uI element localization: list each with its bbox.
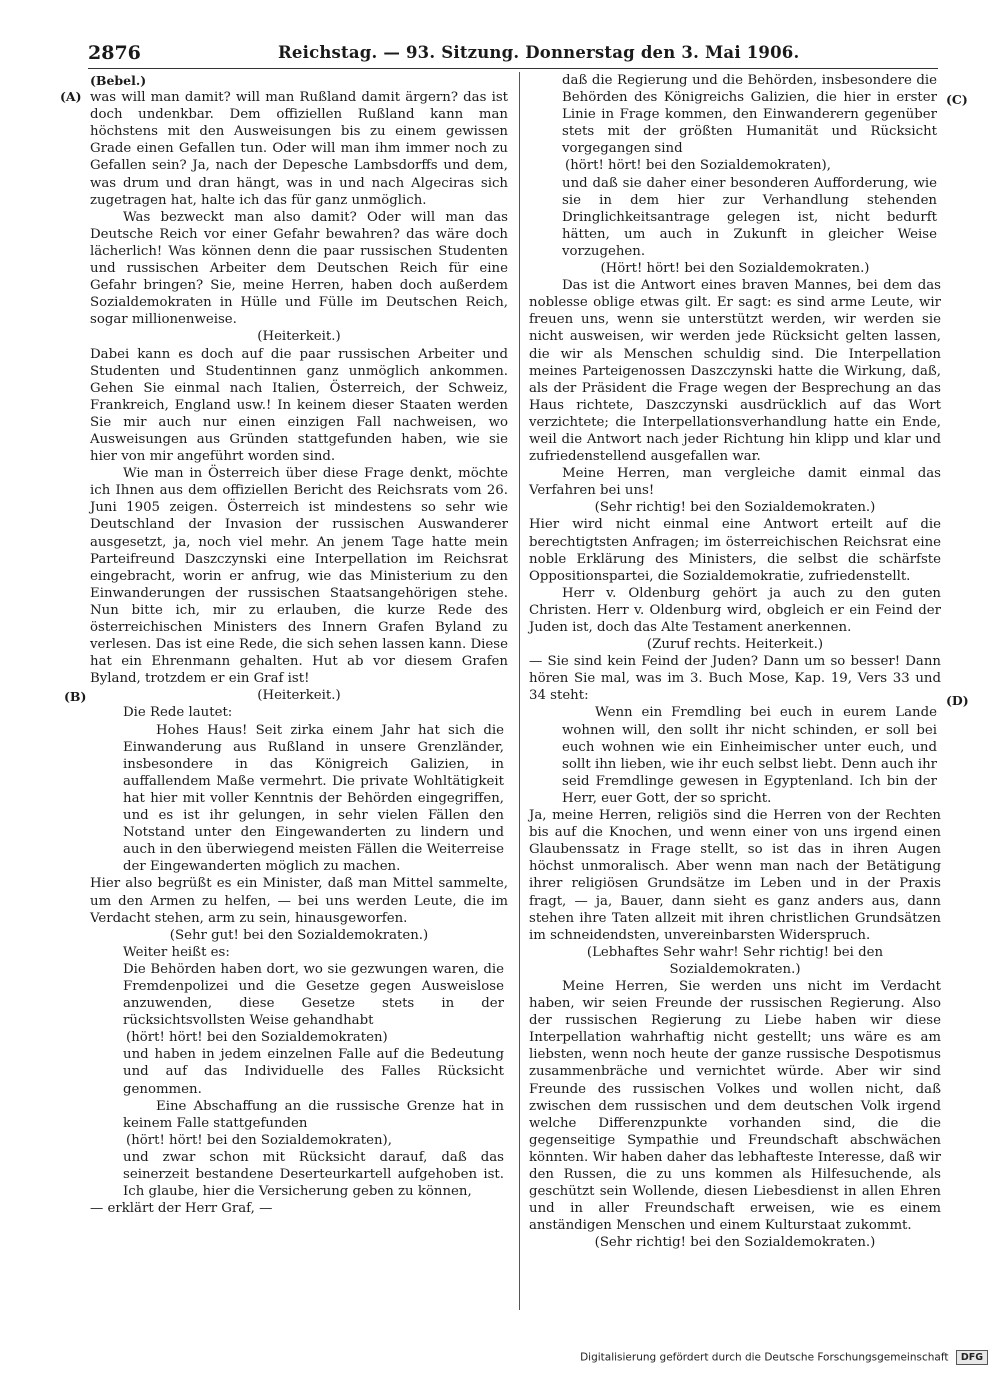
interjection: (Heiterkeit.) [257, 688, 341, 704]
paragraph: Die Rede lautet: [123, 705, 233, 721]
paragraph: Hier also begrüßt es ein Minister, daß man Mittel sammelte, um den Armen zu helfen, — bei uns werden Leute, die im Verdacht stehen, arm zu sein, hinausgeworfen. [90, 876, 508, 926]
page-number: 2876 [88, 42, 141, 64]
left-column [90, 72, 508, 1217]
header-rule [88, 68, 938, 69]
quotation: daß die Regierung und die Behörden, insbesondere die Behörden des Königreichs Galizien, die hier in erster Linie in Frage kommen, den Einwanderern gegenüber stets mit der größten Humanität und Rücksicht vorgegangen sind [562, 73, 937, 157]
paragraph: Dabei kann es doch auf die paar russischen Arbeiter und Studenten und Studentinnen ganz unmöglich ankommen. Gehen Sie einmal nach Italien, Österreich, der Schweiz, Frankreich, England usw.! In keinem dieser Staaten werden Sie mir auch nur einen einzigen Fall nachweisen, wo Ausweisungen aus Gründen stattgefunden haben, wie sie hier von mir angeführt worden sind. [90, 346, 508, 465]
interjection: (Sehr richtig! bei den Sozialdemokraten.) [594, 500, 876, 516]
column-divider [519, 72, 520, 1310]
quotation: Hohes Haus! Seit zirka einem Jahr hat sich die Einwanderung aus Rußland in unsere Grenzländer, insbesondere in das Königreich Galizien, in auffallendem Maße vermehrt. Die private Wohltätigkeit hat hier mit voller Kenntnis der Behörden eingegriffen, und es ist ihr gelungen, in sehr vielen Fällen den Notstand unter den Eingewanderten zu lindern und auch in den überwiegend meisten Fällen die Weiterreise der Eingewanderten möglich zu machen. [123, 722, 504, 875]
interjection: (hört! hört! bei den Sozialdemokraten), [565, 158, 831, 174]
right-column [529, 72, 941, 1251]
quotation: und daß sie daher einer besonderen Aufforderung, wie sie in dem hier zur Verhandlung stehenden Dringlichkeitsantrage gelegen ist, nicht bedurft hätten, um auch in Zukunft in gleicher Weise vorzugehen. [562, 175, 937, 259]
margin-mark-d: (D) [946, 693, 969, 708]
running-title: Reichstag. — 93. Sitzung. Donnerstag den 3. Mai 1906. [278, 43, 800, 62]
paragraph: Meine Herren, man vergleiche damit einmal das Verfahren bei uns! [529, 466, 941, 499]
interjection: (Hört! hört! bei den Sozialdemokraten.) [600, 261, 870, 277]
interjection: (hört! hört! bei den Sozialdemokraten) [126, 1030, 388, 1046]
dfg-logo: DFG [956, 1350, 988, 1365]
paragraph: Wie man in Österreich über diese Frage denkt, möchte ich Ihnen aus dem offiziellen Bericht des Reichsrats vom 26. Juni 1905 zeigen. Österreich ist mindestens so sehr wie Deutschland der Invasion der russischen Auswanderer ausgesetzt, ja, noch viel mehr. An jenem Tage hatte mein Parteifreund Daszczynski eine Interpellation im Reichsrat eingebracht, worin er anfrug, wie das Ministerium zu den Einwanderungen der russischen Staatsangehörigen stehe. Nun bitte ich, mir zu erlauben, die kurze Rede des österreichischen Ministers des Innern Grafen Byland zu verlesen. Das ist eine Rede, die sich sehen lassen kann. Diese hat ein Ehrenmann gehalten. Hut ab vor diesem Grafen Byland, trotzdem er ein Graf ist! [90, 466, 508, 687]
interjection: (Zuruf rechts. Heiterkeit.) [646, 637, 824, 653]
paragraph: — erklärt der Herr Graf, — [90, 1201, 273, 1217]
paragraph: Was bezweckt man also damit? Oder will man das Deutsche Reich vor einer Gefahr bewahren? das wäre doch lächerlich! Was können denn die paar russischen Studenten und russischen Arbeiter dem Deutschen Reich für eine Gefahr bringen? Sie, meine Herren, haben doch außerdem Sozialdemokraten in Hülle und Fülle im Deutschen Reich, sogar millionenweise. [90, 209, 508, 328]
quotation: Die Behörden haben dort, wo sie gezwungen waren, die Fremdenpolizei und die Gesetze gegen Ausweislose anzuwenden, diese Gesetze stets in der rücksichtsvollsten Weise gehandhabt [123, 961, 504, 1029]
interjection: (Sehr gut! bei den Sozialdemokraten.) [169, 927, 429, 943]
interjection: (Lebhaftes Sehr wahr! Sehr richtig! bei den Sozialdemokraten.) [586, 944, 884, 977]
paragraph: Das ist die Antwort eines braven Mannes, bei dem das noblesse oblige etwas gilt. Er sagt: es sind arme Leute, wir freuen uns, wenn sie unterstützt werden, wir werden sie nicht ausweisen, wir werden jede Rücksicht gelten lassen, die wir als Menschen schuldig sind. Die Interpellation meines Parteigenossen Daszczynski hatte die Wirkung, daß, als der Präsident die Frage wegen der Besprechung an das Haus richtete, Daszczynski ausdrücklich auf das Wort verzichtete; die Interpellationsverhandlung hatte ein Ende, weil die Antwort nach jeder Richtung hin klipp und klar und zufriedenstellend ausgefallen war. [529, 278, 941, 465]
margin-mark-b: (B) [64, 689, 87, 704]
speaker-name: (Bebel.) [90, 73, 147, 88]
paragraph: was will man damit? will man Rußland damit ärgern? das ist doch undenkbar. Dem offiziellen Rußland kann man höchstens mit den Ausweisungen bis zu einem gewissen Grade einen Gefallen tun. Oder will man ihm immer noch zu Gefallen sein? Ja, nach der Depesche Lambsdorffs und dem, was drum und dran hängt, was in und nach Algeciras sich zugetragen hat, halte ich das für ganz unmöglich. [90, 90, 508, 208]
quotation: Wenn ein Fremdling bei euch in eurem Lande wohnen will, den sollt ihr nicht schinden, er soll bei euch wohnen wie ein Einheimischer unter euch, und sollt ihn lieben, wie ihr euch selbst liebt. Denn auch ihr seid Fremdlinge gewesen in Egyptenland. Ich bin der Herr, euer Gott, der so spricht. [562, 705, 937, 806]
page-header [58, 40, 938, 68]
quotation: und haben in jedem einzelnen Falle auf die Bedeutung und auf das Individuelle des Falles Rücksicht genommen. [123, 1047, 504, 1097]
paragraph: Herr v. Oldenburg gehört ja auch zu den guten Christen. Herr v. Oldenburg wird, obgleich er ein Feind der Juden ist, doch das Alte Testament anerkennen. [529, 585, 941, 635]
quotation: und zwar schon mit Rücksicht darauf, daß das seinerzeit bestandene Deserteurkartell aufgehoben ist. Ich glaube, hier die Versicherung geben zu können, [123, 1149, 504, 1200]
paragraph: Weiter heißt es: [123, 944, 230, 960]
paragraph: Meine Herren, Sie werden uns nicht im Verdacht haben, wir seien Freunde der russischen Regierung. Also der russischen Regierung zu Liebe haben wir diese Interpellation wahrhaftig nicht gestellt; uns wäre es am liebsten, wenn noch heute der ganze russische Despotismus zusammenbräche und vernichtet würde. Aber wir sind Freunde des russischen Volkes und wollen nicht, daß zwischen dem russischen und dem deutschen Volk irgend welche Differenzpunkte vorhanden sind, die die gegenseitige Sympathie und Freundschaft abschwächen könnten. Wir haben daher das lebhafteste Interesse, daß wir den Russen, die zu uns kommen als Hilfesuchende, als geschützt sein Wollende, diesen Liebesdienst in allen Ehren und in aller Freundschaft erweisen, wie es einem anständigen Menschen und einem Kulturstaat zukommt. [529, 978, 941, 1234]
footer-credit [580, 1350, 988, 1365]
interjection: (Heiterkeit.) [257, 329, 341, 345]
margin-mark-c: (C) [946, 92, 968, 107]
footer-text: Digitalisierung gefördert durch die Deutsche Forschungsgemeinschaft [580, 1351, 949, 1364]
paragraph: Hier wird nicht einmal eine Antwort erteilt auf die berechtigtsten Anfragen; im österreichischen Reichsrat eine noble Erklärung des Ministers, die selbst die schärfste Oppositionspartei, die Sozialdemokratie, zufriedenstellt. [529, 517, 941, 584]
margin-mark-a: (A) [60, 89, 82, 104]
paragraph: Ja, meine Herren, religiös sind die Herren von der Rechten bis auf die Knochen, und wenn einer von uns irgend einen Glaubenssatz in Frage stellt, so ist das in ihren Augen höchst unmoralisch. Aber wenn man nach der Betätigung ihrer religiösen Grundsätze im Leben und in der Praxis fragt, — ja, Bauer, dann sieht es ganz anders aus, dann stehen ihre Taten allzeit mit ihren christlichen Grundsätzen im schneidendsten, unvereinbarsten Widerspruch. [529, 808, 941, 943]
interjection: (hört! hört! bei den Sozialdemokraten), [126, 1132, 392, 1148]
paragraph: — Sie sind kein Feind der Juden? Dann um so besser! Dann hören Sie mal, was im 3. Buch Mose, Kap. 19, Vers 33 und 34 steht: [529, 654, 941, 704]
quotation: Eine Abschaffung an die russische Grenze hat in keinem Falle stattgefunden [123, 1098, 504, 1131]
interjection: (Sehr richtig! bei den Sozialdemokraten.) [594, 1235, 876, 1251]
